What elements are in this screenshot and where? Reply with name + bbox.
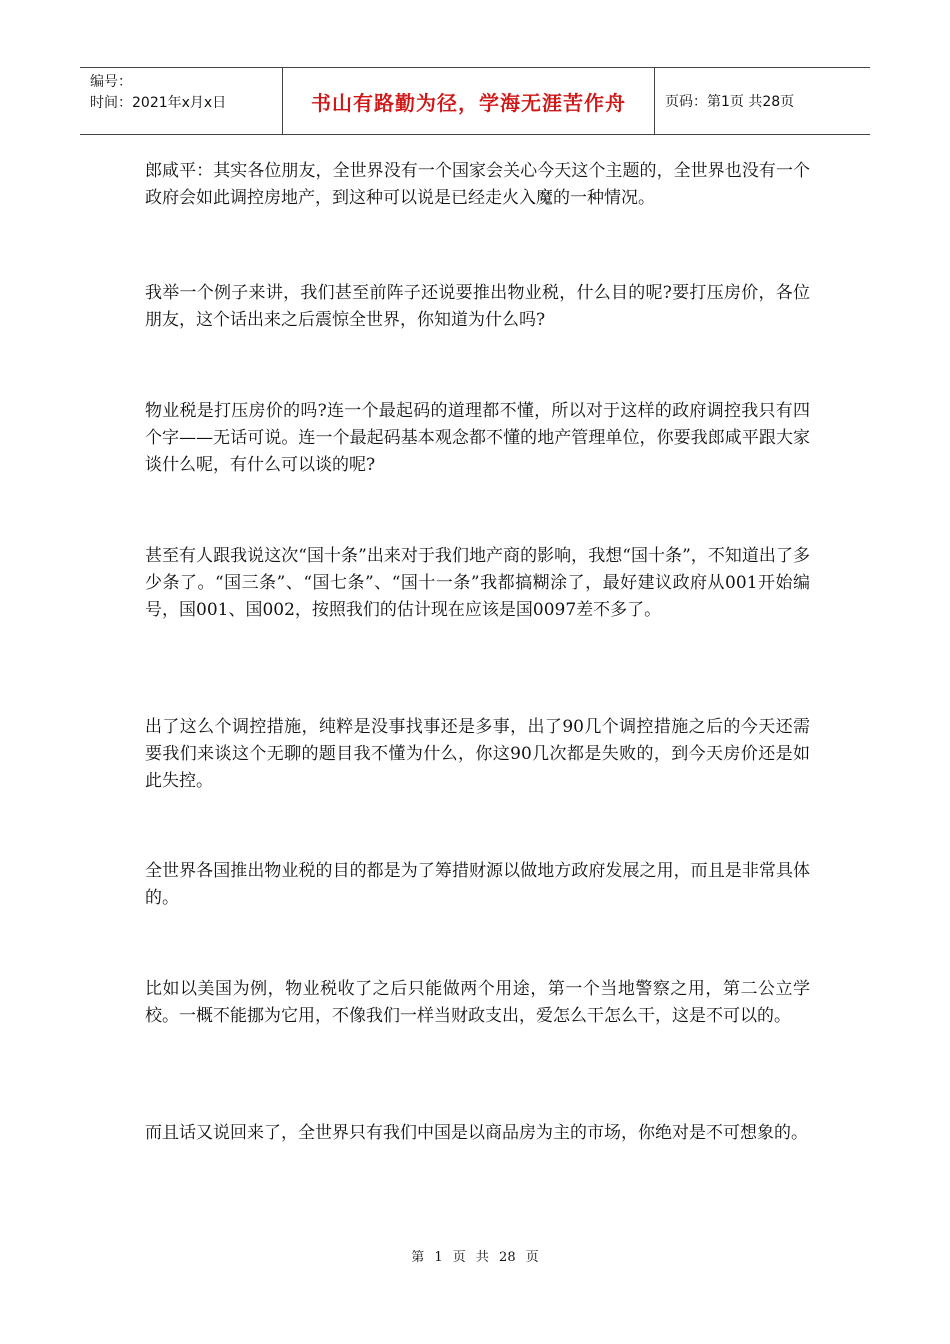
paragraph: 我举一个例子来讲，我们甚至前阵子还说要推出物业税，什么目的呢?要打压房价，各位朋友，这个话出来之后震惊全世界，你知道为什么吗? xyxy=(145,283,810,330)
document-time-label: 时间：2021年x月x日 xyxy=(90,95,227,111)
paragraph: 比如以美国为例，物业税收了之后只能做两个用途，第一个当地警察之用，第二公立学校。一概不能挪为它用，不像我们一样当财政支出，爱怎么干怎么干，这是不可以的。 xyxy=(145,979,810,1026)
paragraph: 而且话又说回来了，全世界只有我们中国是以商品房为主的市场，你绝对是不可想象的。 xyxy=(145,1123,808,1143)
header-meta xyxy=(80,68,283,134)
document-number-label: 编号： xyxy=(90,74,132,90)
header-page-info: 页码：第1页 共28页 xyxy=(665,94,795,110)
document-header xyxy=(80,67,870,135)
page-footer: 第 1 页 共 28 页 xyxy=(411,1250,539,1265)
paragraph: 物业税是打压房价的吗?连一个最起码的道理都不懂，所以对于这样的政府调控我只有四个字——无话可说。连一个最起码基本观念都不懂的地产管理单位，你要我郎咸平跟大家谈什么呢，有什么可以谈的呢? xyxy=(145,401,810,475)
paragraph: 出了这么个调控措施，纯粹是没事找事还是多事，出了90几个调控措施之后的今天还需要我们来谈这个无聊的题目我不懂为什么，你这90几次都是失败的，到今天房价还是如此失控。 xyxy=(145,717,810,791)
header-motto: 书山有路勤为径，学海无涯苦作舟 xyxy=(283,68,655,134)
paragraph: 甚至有人跟我说这次“国十条”出来对于我们地产商的影响，我想“国十条”，不知道出了多少条了。“国三条”、“国七条”、“国十一条”我都搞糊涂了，最好建议政府从001开始编号，国001、国002，按照我们的估计现在应该是国0097差不多了。 xyxy=(145,546,810,620)
paragraph: 郎咸平：其实各位朋友，全世界没有一个国家会关心今天这个主题的，全世界也没有一个政府会如此调控房地产，到这种可以说是已经走火入魔的一种情况。 xyxy=(145,161,810,208)
paragraph: 全世界各国推出物业税的目的都是为了筹措财源以做地方政府发展之用，而且是非常具体的。 xyxy=(145,861,810,908)
